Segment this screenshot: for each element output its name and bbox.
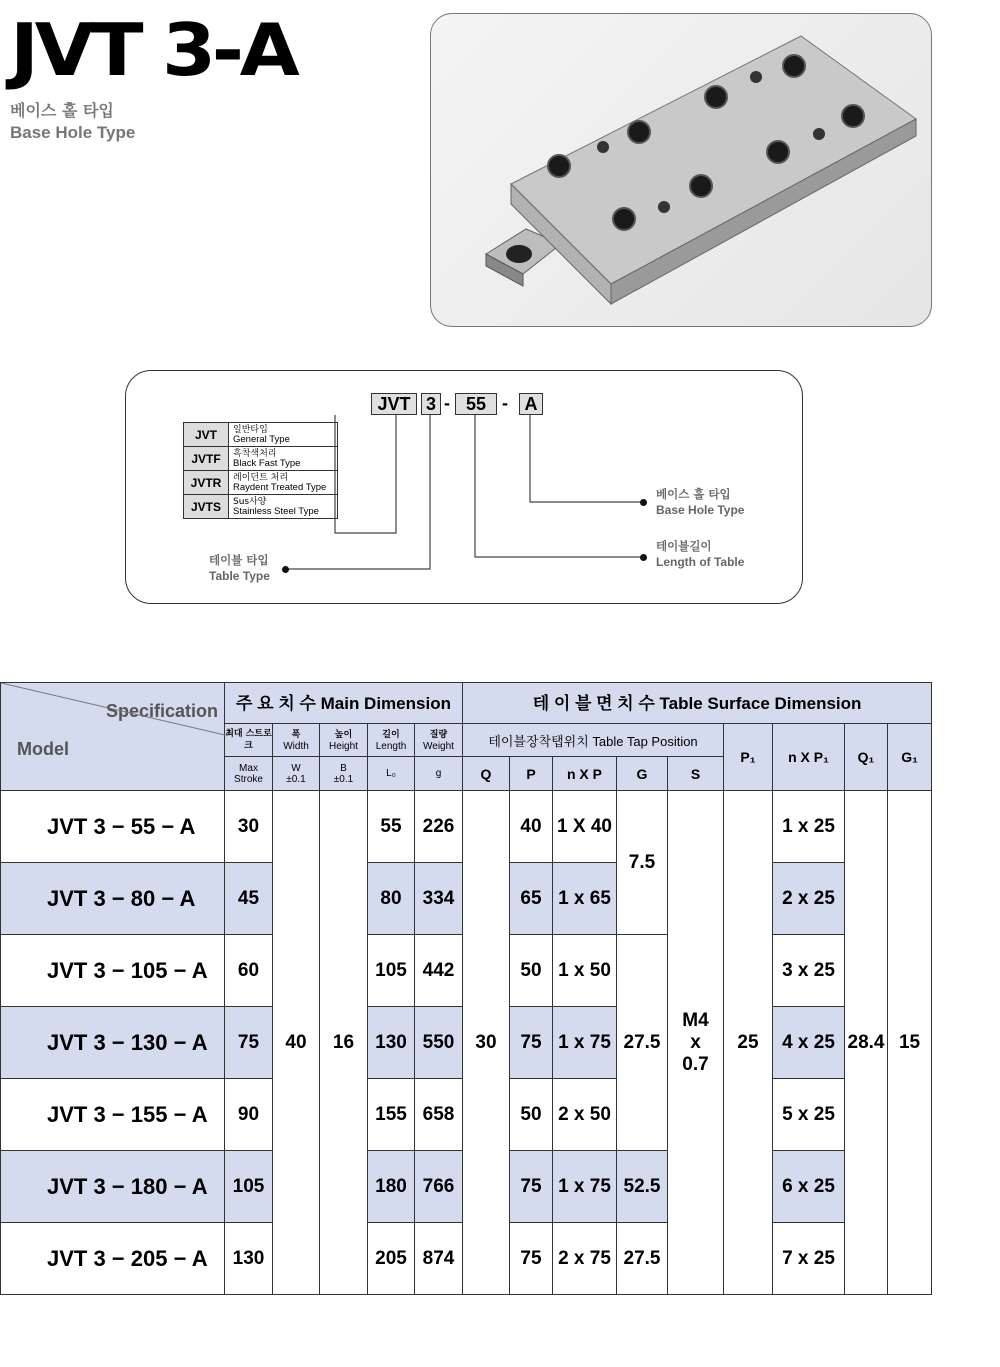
product-photo [430,13,932,327]
table-surface-header: 테 이 블 면 치 수 Table Surface Dimension [463,683,932,724]
nxp-cell: 1 X 40 [553,791,617,863]
length-subheader: L₀ [368,757,415,791]
p-cell: 75 [510,1007,553,1079]
nxp1-header: n X P₁ [773,724,845,791]
g1-cell: 15 [888,791,932,1295]
model-cell: JVT 3 − 105 − A [1,935,225,1007]
weight-cell: 874 [415,1223,463,1295]
spec-corner [1,683,225,791]
subtitle-korean: 베이스 홀 타입 [10,101,114,120]
code-suffix: A [519,393,543,415]
model-cell: JVT 3 − 180 − A [1,1151,225,1223]
type-desc: 레이던트 처리 Raydent Treated Type [229,471,338,495]
nxp1-cell: 7 x 25 [773,1223,845,1295]
length-dot [640,554,647,561]
type-desc: 일반타입 General Type [229,423,338,447]
stroke-header: 최대 스트로크 [225,724,273,757]
model-cell: JVT 3 − 80 − A [1,863,225,935]
length-cell: 130 [368,1007,415,1079]
spec-table [0,682,932,1295]
model-corner-label: Model [17,739,69,759]
length-cell: 80 [368,863,415,935]
g-header: G [617,757,668,791]
length-cell: 205 [368,1223,415,1295]
tap-position-header: 테이블장착탭위치 Table Tap Position [463,724,724,757]
subtitle-english: Base Hole Type [10,123,136,142]
type-code: JVTF [184,447,229,471]
nxp-cell: 1 x 75 [553,1151,617,1223]
stroke-cell: 60 [225,935,273,1007]
type-code: JVTR [184,471,229,495]
base-hole-dot [640,499,647,506]
p-cell: 75 [510,1223,553,1295]
nxp-cell: 2 x 75 [553,1223,617,1295]
nxp1-cell: 1 x 25 [773,791,845,863]
type-desc: Sus사양 Stainless Steel Type [229,495,338,519]
length-label: 테이블길이 Length of Table [656,539,745,569]
linear-stage-illustration [431,14,931,326]
code-table-type: 3 [421,393,441,415]
model-cell: JVT 3 − 155 − A [1,1079,225,1151]
stroke-cell: 105 [225,1151,273,1223]
corner-diagonal [1,683,225,791]
model-cell: JVT 3 − 130 − A [1,1007,225,1079]
weight-subheader: g [415,757,463,791]
stroke-cell: 130 [225,1223,273,1295]
g-cell: 52.5 [617,1151,668,1223]
nxp-cell: 1 x 50 [553,935,617,1007]
base-hole-label: 베이스 홀 타입 Base Hole Type [656,487,745,517]
weight-cell: 334 [415,863,463,935]
length-header: 길이 Length [368,724,415,757]
table-type-label: 테이블 타입 Table Type [209,553,270,583]
model-cell: JVT 3 − 205 − A [1,1223,225,1295]
height-cell: 16 [320,791,368,1295]
q-header: Q [463,757,510,791]
p-cell: 50 [510,935,553,1007]
type-code: JVT [184,423,229,447]
width-cell: 40 [273,791,320,1295]
ordering-code-diagram [125,370,803,604]
weight-cell: 766 [415,1151,463,1223]
code-dash: - [444,393,450,413]
g-cell: 7.5 [617,791,668,935]
page-title: JVT 3-A [10,8,296,92]
stroke-cell: 75 [225,1007,273,1079]
nxp-cell: 2 x 50 [553,1079,617,1151]
width-subheader: W ±0.1 [273,757,320,791]
p1-cell: 25 [724,791,773,1295]
spec-corner-label: Specification [105,701,218,721]
p-cell: 40 [510,791,553,863]
height-subheader: B ±0.1 [320,757,368,791]
nxp-cell: 1 x 75 [553,1007,617,1079]
model-cell: JVT 3 − 55 − A [1,791,225,863]
g1-header: G₁ [888,724,932,791]
stroke-cell: 30 [225,791,273,863]
s-cell: M4 x 0.7 [668,791,724,1295]
length-cell: 155 [368,1079,415,1151]
p-header: P [510,757,553,791]
code-length: 55 [455,393,497,415]
stroke-cell: 90 [225,1079,273,1151]
nxp1-cell: 4 x 25 [773,1007,845,1079]
table-row [1,791,932,863]
p1-header: P₁ [724,724,773,791]
nxp1-cell: 2 x 25 [773,863,845,935]
height-header: 높이 Height [320,724,368,757]
nxp-header: n X P [553,757,617,791]
g-cell: 27.5 [617,1223,668,1295]
q1-cell: 28.4 [845,791,888,1295]
stroke-subheader: Max Stroke [225,757,273,791]
s-header: S [668,757,724,791]
type-code: JVTS [184,495,229,519]
p-cell: 50 [510,1079,553,1151]
weight-header: 질량 Weight [415,724,463,757]
p-cell: 75 [510,1151,553,1223]
p-cell: 65 [510,863,553,935]
nxp1-cell: 5 x 25 [773,1079,845,1151]
q1-header: Q₁ [845,724,888,791]
length-cell: 180 [368,1151,415,1223]
g-cell: 27.5 [617,935,668,1151]
weight-cell: 550 [415,1007,463,1079]
main-dimension-header: 주 요 치 수 Main Dimension [225,683,463,724]
code-series: JVT [371,393,417,415]
length-cell: 105 [368,935,415,1007]
nxp-cell: 1 x 65 [553,863,617,935]
table-type-dot [282,566,289,573]
weight-cell: 442 [415,935,463,1007]
width-header: 폭 Width [273,724,320,757]
weight-cell: 658 [415,1079,463,1151]
nxp1-cell: 6 x 25 [773,1151,845,1223]
stroke-cell: 45 [225,863,273,935]
nxp1-cell: 3 x 25 [773,935,845,1007]
q-cell: 30 [463,791,510,1295]
length-cell: 55 [368,791,415,863]
type-desc: 흑착색처리 Black Fast Type [229,447,338,471]
code-dash: - [502,393,508,413]
weight-cell: 226 [415,791,463,863]
